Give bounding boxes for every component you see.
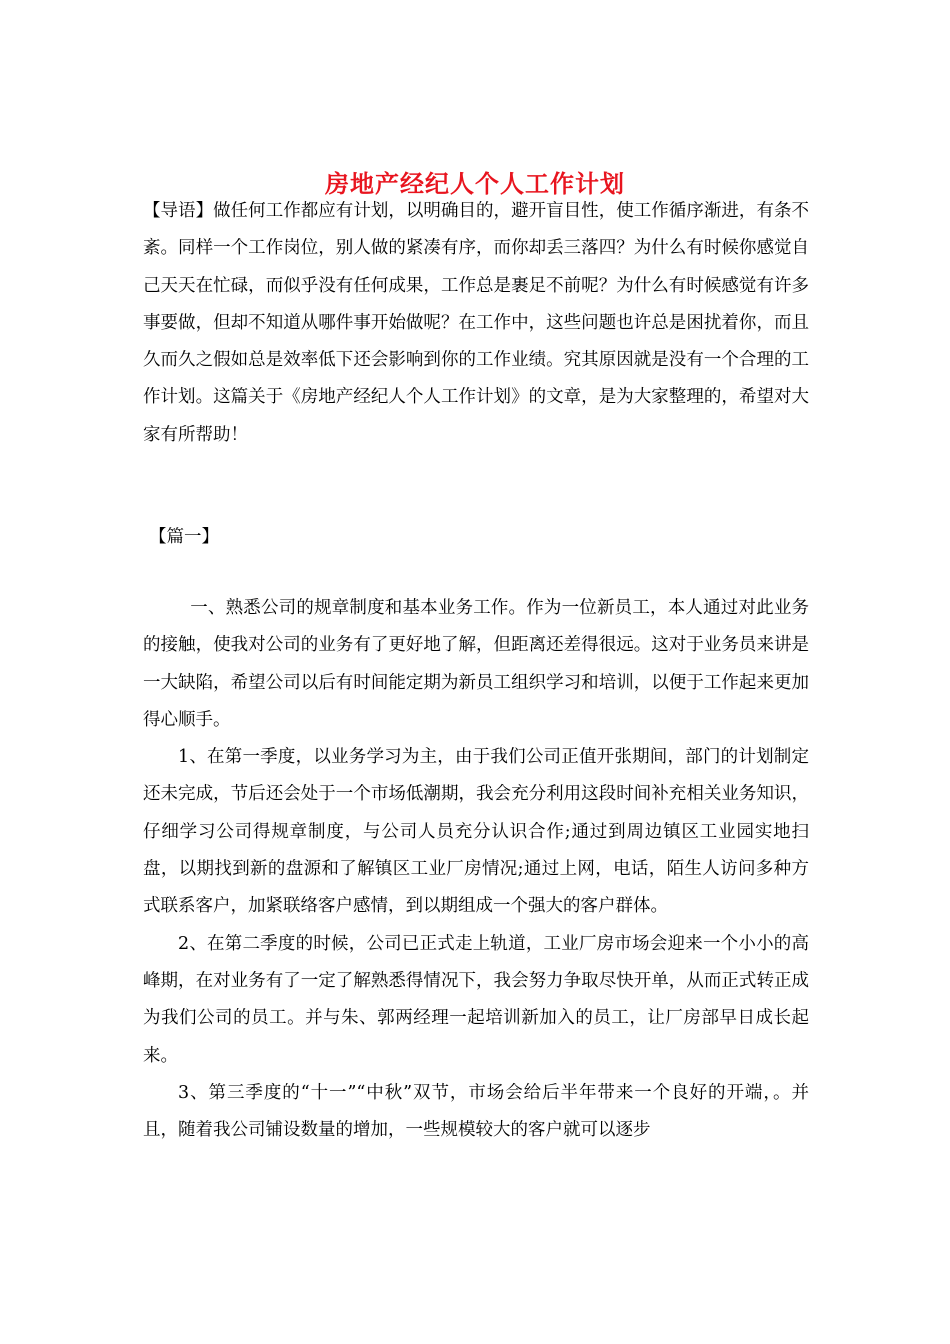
body-paragraph: 3、第三季度的“十一”“中秋”双节，市场会给后半年带来一个良好的开端，。并且，随着我公司铺设数量的增加，一些规模较大的客户就可以逐步: [143, 1082, 809, 1141]
document-title: 房地产经纪人个人工作计划: [325, 169, 625, 199]
body-paragraph: 2、在第二季度的时候，公司已正式走上轨道，工业厂房市场会迎来一个小小的高峰期，在对业务有了一定了解熟悉得情况下，我会努力争取尽快开单，从而正式转正成为我们公司的员工。并与朱、郭两经理一起培训新加入的员工，让厂房部早日成长起来。: [143, 933, 809, 1066]
section-label: 【篇一】: [149, 527, 219, 547]
body-paragraph: 1、在第一季度，以业务学习为主，由于我们公司正值开张期间，部门的计划制定还未完成，节后还会处于一个市场低潮期，我会充分利用这段时间补充相关业务知识，仔细学习公司得规章制度，与公司人员充分认识合作;通过到周边镇区工业园实地扫盘，以期找到新的盘源和了解镇区工业厂房情况;通过上网，电话，陌生人访问多种方式联系客户，加紧联络客户感情，到以期组成一个强大的客户群体。: [143, 747, 809, 917]
intro-paragraph: 【导语】做任何工作都应有计划，以明确目的，避开盲目性，使工作循序渐进，有条不紊。同样一个工作岗位，别人做的紧凑有序，而你却丢三落四？为什么有时候你感觉自己天天在忙碌，而似乎没有任何成果，工作总是裹足不前呢？为什么有时候感觉有许多事要做，但却不知道从哪件事开始做呢？在工作中，这些问题也许总是困扰着你，而且久而久之假如总是效率低下还会影响到你的工作业绩。究其原因就是没有一个合理的工作计划。这篇关于《房地产经纪人个人工作计划》的文章，是为大家整理的，希望对大家有所帮助！: [143, 201, 809, 445]
body-text: [143, 590, 809, 1149]
body-paragraph: 一、熟悉公司的规章制度和基本业务工作。作为一位新员工，本人通过对此业务的接触，使我对公司的业务有了更好地了解，但距离还差得很远。这对于业务员来讲是一大缺陷，希望公司以后有时间能定期为新员工组织学习和培训，以便于工作起来更加得心顺手。: [143, 598, 809, 730]
